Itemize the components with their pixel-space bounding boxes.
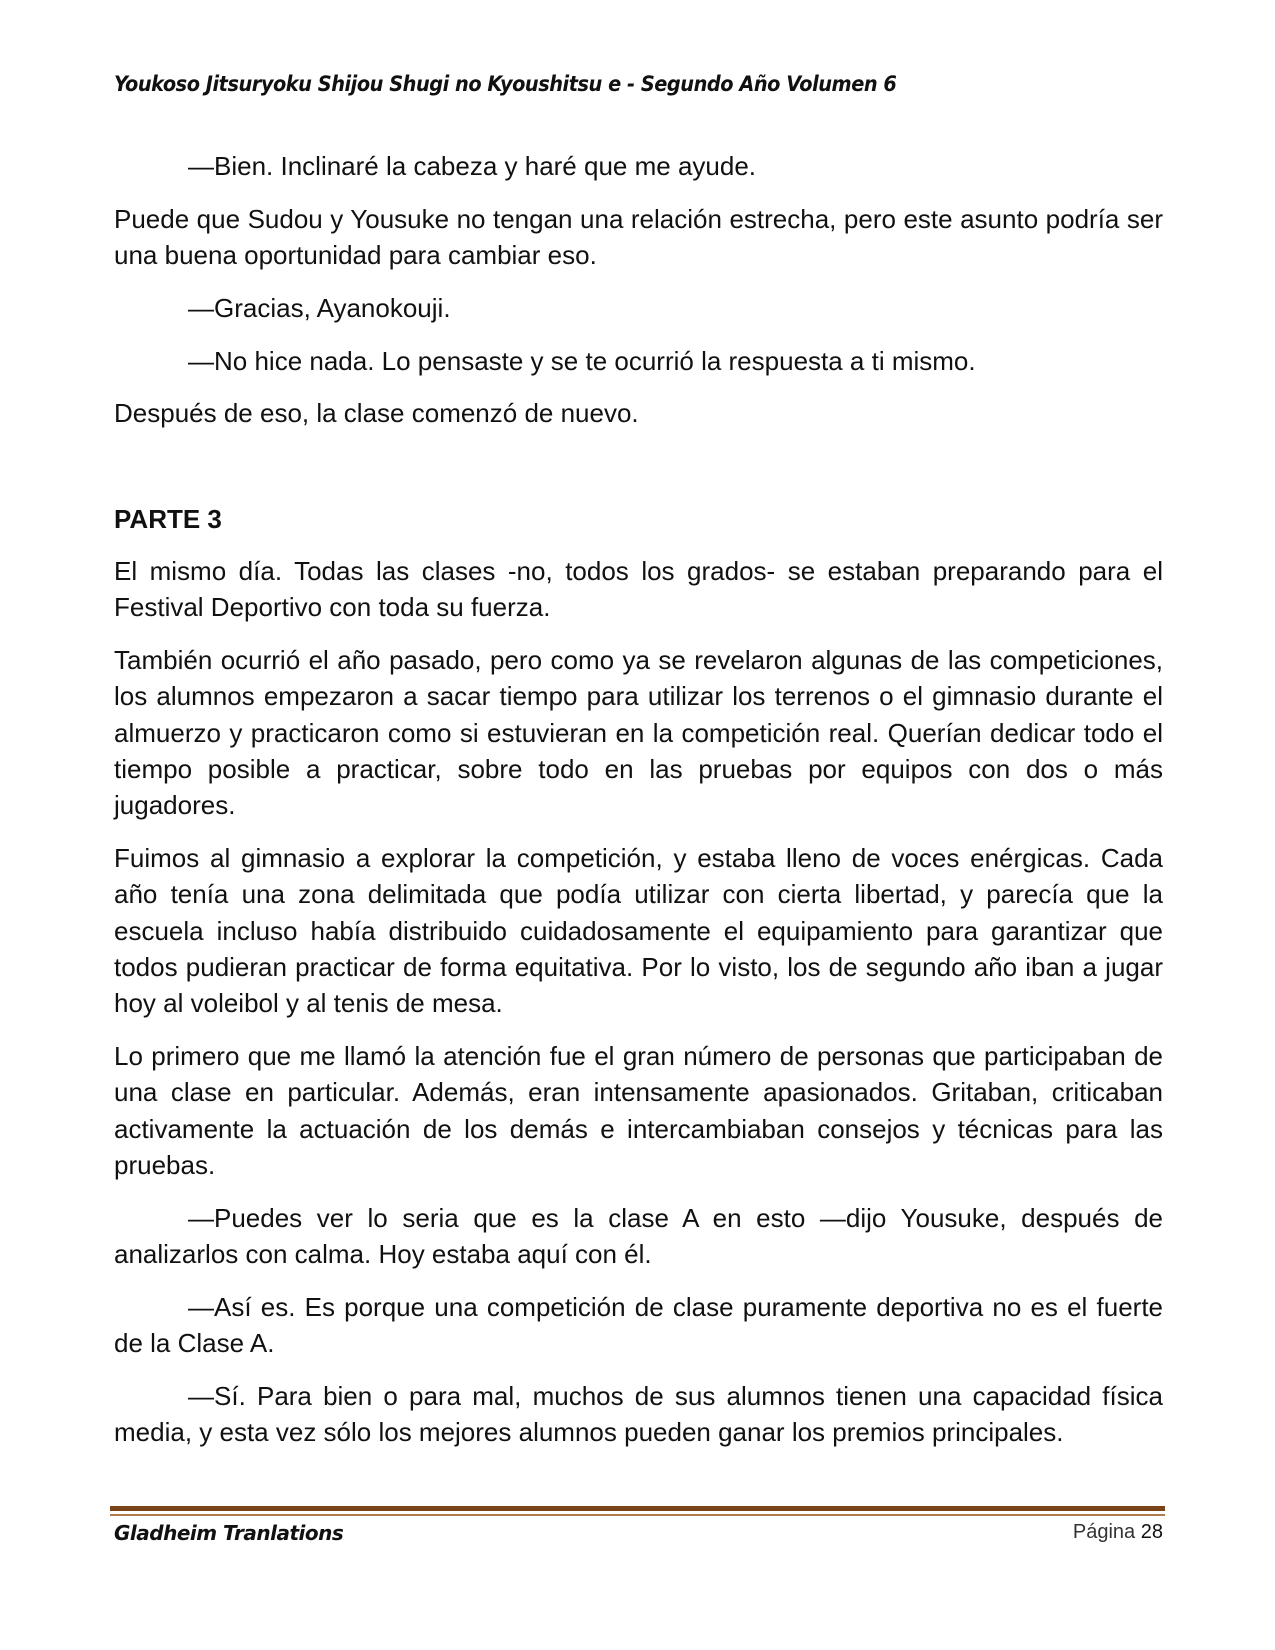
footer-rule-thin [110, 1514, 1165, 1516]
paragraph: —Puedes ver lo seria que es la clase A en esto —dijo Yousuke, después de analizarlos con calma. Hoy estaba aquí con él. [114, 1202, 1163, 1270]
paragraph: Lo primero que me llamó la atención fue el gran número de personas que participaban de una clase en particular. Además, eran intensamente apasionados. Gritaban, criticaban activamente la actuación de los demás e intercambiaban consejos y técnicas para las pruebas. [114, 1041, 1163, 1181]
footer-rule [110, 1506, 1165, 1511]
paragraph: También ocurrió el año pasado, pero como ya se revelaron algunas de las competiciones, los alumnos empezaron a sacar tiempo para utilizar los terrenos o el gimnasio durante el almuerzo y practicaron como si estuvieran en la competición real. Querían dedicar todo el tiempo posible a practicar, sobre todo en las pruebas por equipos con dos o más jugadores. [114, 645, 1163, 821]
section-heading: PARTE 3 [114, 503, 222, 534]
paragraph: Después de eso, la clase comenzó de nuevo. [114, 398, 639, 429]
page-label: Página [1072, 1521, 1136, 1543]
paragraph: —Así es. Es porque una competición de clase puramente deportiva no es el fuerte de la Clase A. [114, 1291, 1163, 1359]
page-number [1073, 1521, 1163, 1544]
paragraph: Puede que Sudou y Yousuke no tengan una relación estrecha, pero este asunto podría ser una buena oportunidad para cambiar eso. [114, 203, 1163, 271]
paragraph: —Bien. Inclinaré la cabeza y haré que me ayude. [188, 151, 757, 181]
paragraph: —Sí. Para bien o para mal, muchos de sus alumnos tienen una capacidad física media, y esta vez sólo los mejores alumnos pueden ganar los premios principales. [114, 1381, 1163, 1448]
page-body [114, 148, 1163, 1467]
running-header: Youkoso Jitsuryoku Shijou Shugi no Kyoushitsu e - Segundo Año Volumen 6 [114, 72, 897, 96]
page-number-value: 28 [1140, 1521, 1163, 1543]
paragraph: —Gracias, Ayanokouji. [188, 292, 451, 323]
footer-credit: Gladheim Tranlations [114, 1521, 344, 1545]
paragraph: Fuimos al gimnasio a explorar la competición, y estaba lleno de voces enérgicas. Cada año tenía una zona delimitada que podía utilizar con cierta libertad, y parecía que la escuela incluso había distribuido cuidadosamente el equipamiento para garantizar que todos pudieran practicar de forma equitativa. Por lo visto, los de segundo año iban a jugar hoy al voleibol y al tenis de mesa. [114, 843, 1163, 1019]
paragraph: —No hice nada. Lo pensaste y se te ocurrió la respuesta a ti mismo. [188, 345, 976, 376]
paragraph: El mismo día. Todas las clases -no, todos los grados- se estaban preparando para el Festival Deportivo con toda su fuerza. [114, 556, 1163, 623]
